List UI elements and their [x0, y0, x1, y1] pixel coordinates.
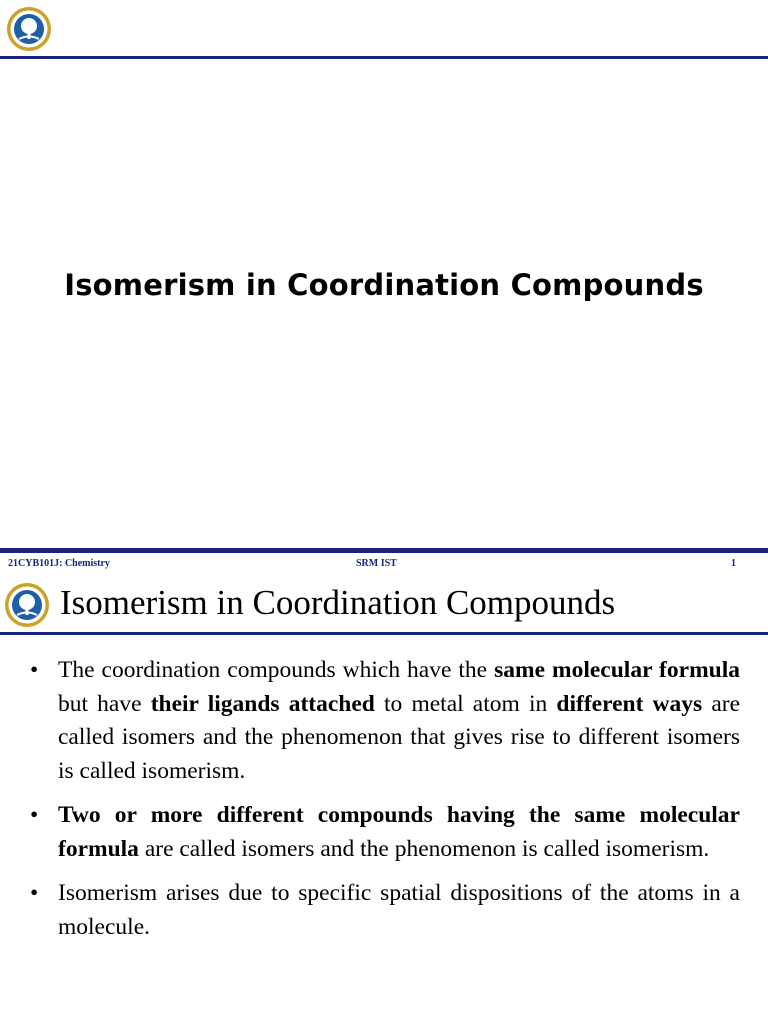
bullet-list: [28, 654, 740, 955]
slide-footer: [0, 548, 768, 570]
bullet-text: are called isomers and the phenomenon that gives rise to different isomers is called isomerism.: [58, 690, 741, 784]
footer-page-number: 1: [731, 558, 736, 569]
bullet-item: [28, 654, 740, 788]
university-seal-icon: [6, 6, 52, 52]
bullet-item: [28, 877, 740, 944]
bullet-text: to metal atom in: [374, 690, 557, 717]
footer-course: 21CYB101J: Chemistry: [8, 558, 110, 569]
slide-2: [0, 548, 768, 1024]
bullet-text: are called isomers and the phenomenon is called isomerism.: [138, 835, 710, 862]
bullet-emphasis: their ligands attached: [150, 690, 375, 717]
page-title: Isomerism in Coordination Compounds: [64, 268, 704, 302]
header-rule: [0, 56, 768, 59]
bullet-text: but have: [58, 690, 151, 717]
title-rule: [0, 632, 768, 635]
bullet-emphasis: same molecular formula: [494, 657, 740, 683]
slide-title: Isomerism in Coordination Compounds: [60, 583, 616, 622]
bullet-text: Isomerism arises due to specific spatial dispositions of the atoms in a molecule.: [58, 880, 740, 940]
bullet-item: [28, 799, 740, 866]
bullet-emphasis: different ways: [556, 690, 703, 717]
footer-institute: SRM IST: [356, 558, 397, 569]
university-seal-icon: [4, 582, 50, 628]
bullet-emphasis: Two or more different compounds having the same molecular formula: [58, 802, 740, 862]
bullet-text: The coordination compounds which have the: [58, 657, 495, 683]
